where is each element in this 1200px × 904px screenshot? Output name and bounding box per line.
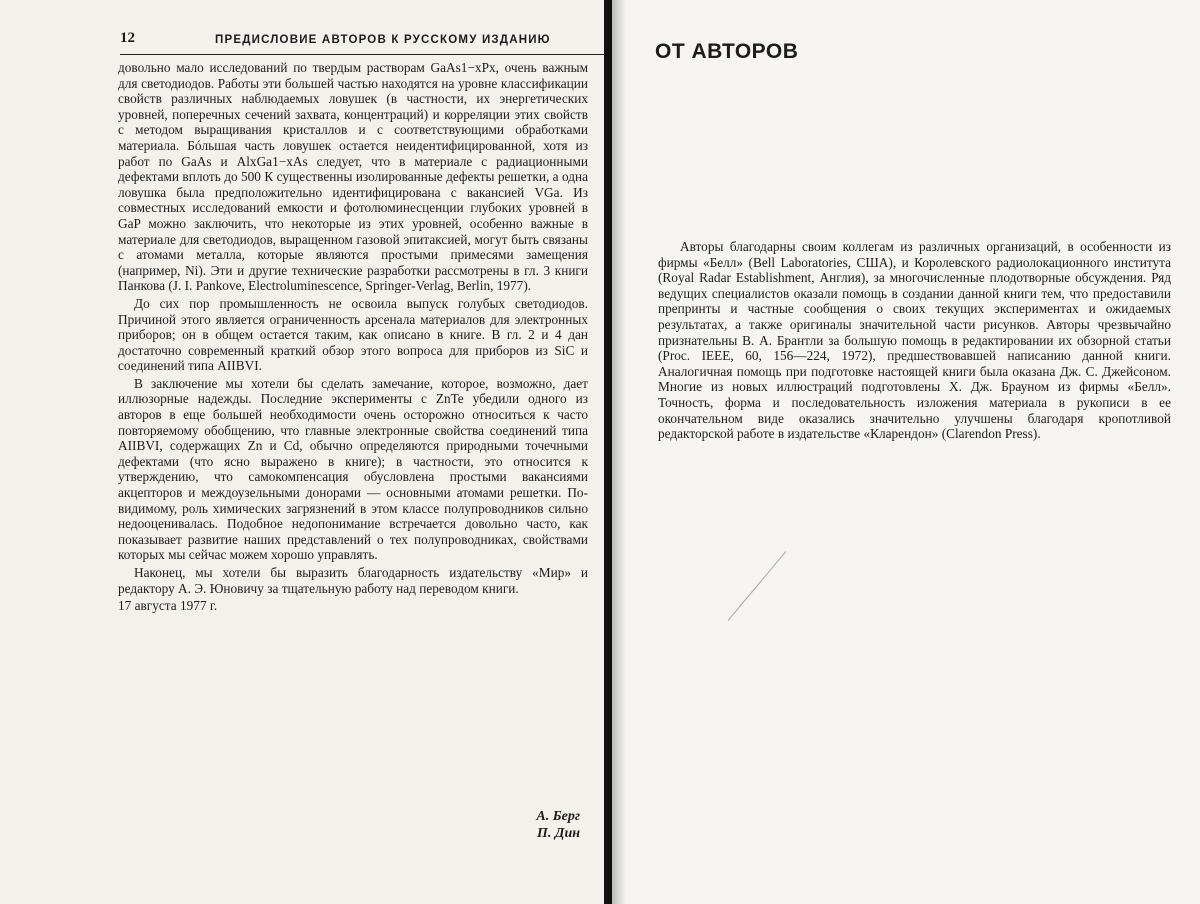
running-title: ПРЕДИСЛОВИЕ АВТОРОВ К РУССКОМУ ИЗДАНИЮ xyxy=(215,34,551,46)
right-page xyxy=(616,0,1200,904)
acknowledgements-body xyxy=(658,239,1171,442)
signature-din: П. Дин xyxy=(536,826,580,841)
preface-body xyxy=(118,60,588,614)
gutter-shadow xyxy=(612,0,626,904)
preface-date: 17 августа 1977 г. xyxy=(118,598,218,614)
signatures xyxy=(440,808,580,842)
paragraph-2: До сих пор промышленность не освоила выпуск голубых светодиодов. Причиной этого является ограниченность арсенала материалов для электронных приборов; он в общем остается таким, как описано в книге. В гл. 2 и 4 дан достаточно современный краткий обзор этого вопроса для приборов из SiC и соединений типа AIIBVI. xyxy=(118,295,588,374)
running-head xyxy=(120,28,610,55)
paragraph-1: довольно мало исследований по твердым растворам GaAs1−xPx, очень важным для светодиодов. Работы эти большей частью находятся на уровне классификации свойств различных наблюдаемых ловушек (в частности, их энергетических уровней, поперечных сечений захвата, концентраций) и корреляции этих свойств с методом выращивания кристаллов и с соответствующими обработками материала. Бóльшая часть ловушек остается неидентифицированной, хотя из работ по GaAs и AlxGa1−xAs следует, что в материале с радиационными дефектами вплоть до 500 К существенны изолированные дефекты решетки, а одна ловушка была предположительно идентифицирована с вакансией VGa. Из совместных исследований емкости и фотолюминесценции глубоких уровней в GaP можно заключить, что некоторые из этих уровней, особенно важные в материале для светодиодов, выращенном газовой эпитаксией, могут быть связаны с атомами металла, которые являются простыми примесями замещения (например, Ni). Эти и другие технические разработки рассмотрены в гл. 3 книги Панкова (J. I. Pankove, Electroluminescence, Springer-Verlag, Berlin, 1977). xyxy=(118,60,588,294)
page-number: 12 xyxy=(120,30,135,46)
book-spine xyxy=(604,0,612,904)
paragraph-3: В заключение мы хотели бы сделать замечание, которое, возможно, дает иллюзорные надежды. Последние эксперименты с ZnTe убедили одного из авторов в еще большей необходимости очень осторожно относиться к часто повторяемому обобщению, что главные электронные свойства соединений типа AIIBVI, содержащих Zn и Cd, обычно определяются природными точечными дефектами (что ясно выражено в книге); в частности, это относится к утверждению, что самокомпенсация обусловлена простыми вакансиями акцепторов и междоузельными донорами — основными атомами решетки. По-видимому, роль химических загрязнений в этом классе полупроводников сильно недооценивалась. Подобное недопонимание встречается довольно часто, как показывает развитие наших представлений о тех полупроводниках, свойствами которых мы сейчас можем хорошо управлять. xyxy=(118,375,588,563)
section-heading: ОТ АВТОРОВ xyxy=(655,40,799,63)
acknowledgements-paragraph: Авторы благодарны своим коллегам из различных организаций, в особенности из фирмы «Белл» (Bell Laboratories, США), и Королевского радиолокационного института (Royal Radar Establishment, Англия), за многочисленные плодотворные обсуждения. Ряд ведущих специалистов оказали помощь в создании данной книги тем, что предоставили препринты и частные сообщения о своих текущих экспериментах и ожидаемых результатах, а также оригиналы значительной части рисунков. Авторы чрезвычайно признательны В. А. Брантли за большую помощь в редактировании их обзорной статьи (Proc. IEEE, 60, 156—224, 1972), предшествовавшей написанию данной книги. Аналогичная помощь при подготовке настоящей книги была оказана Дж. С. Джейсоном. Многие из новых иллюстраций подготовлены Х. Дж. Брауном из фирмы «Белл». Точность, форма и последовательность изложения материала в рукописи в ее окончательном виде оказались значительно улучшены благодаря кропотливой редакторской работе в издательстве «Кларендон» (Clarendon Press). xyxy=(658,239,1171,442)
signature-berg: А. Берг xyxy=(536,809,580,824)
paragraph-4: Наконец, мы хотели бы выразить благодарность издательству «Мир» и редактору А. Э. Юновичу за тщательную работу над переводом книги. xyxy=(118,565,588,596)
